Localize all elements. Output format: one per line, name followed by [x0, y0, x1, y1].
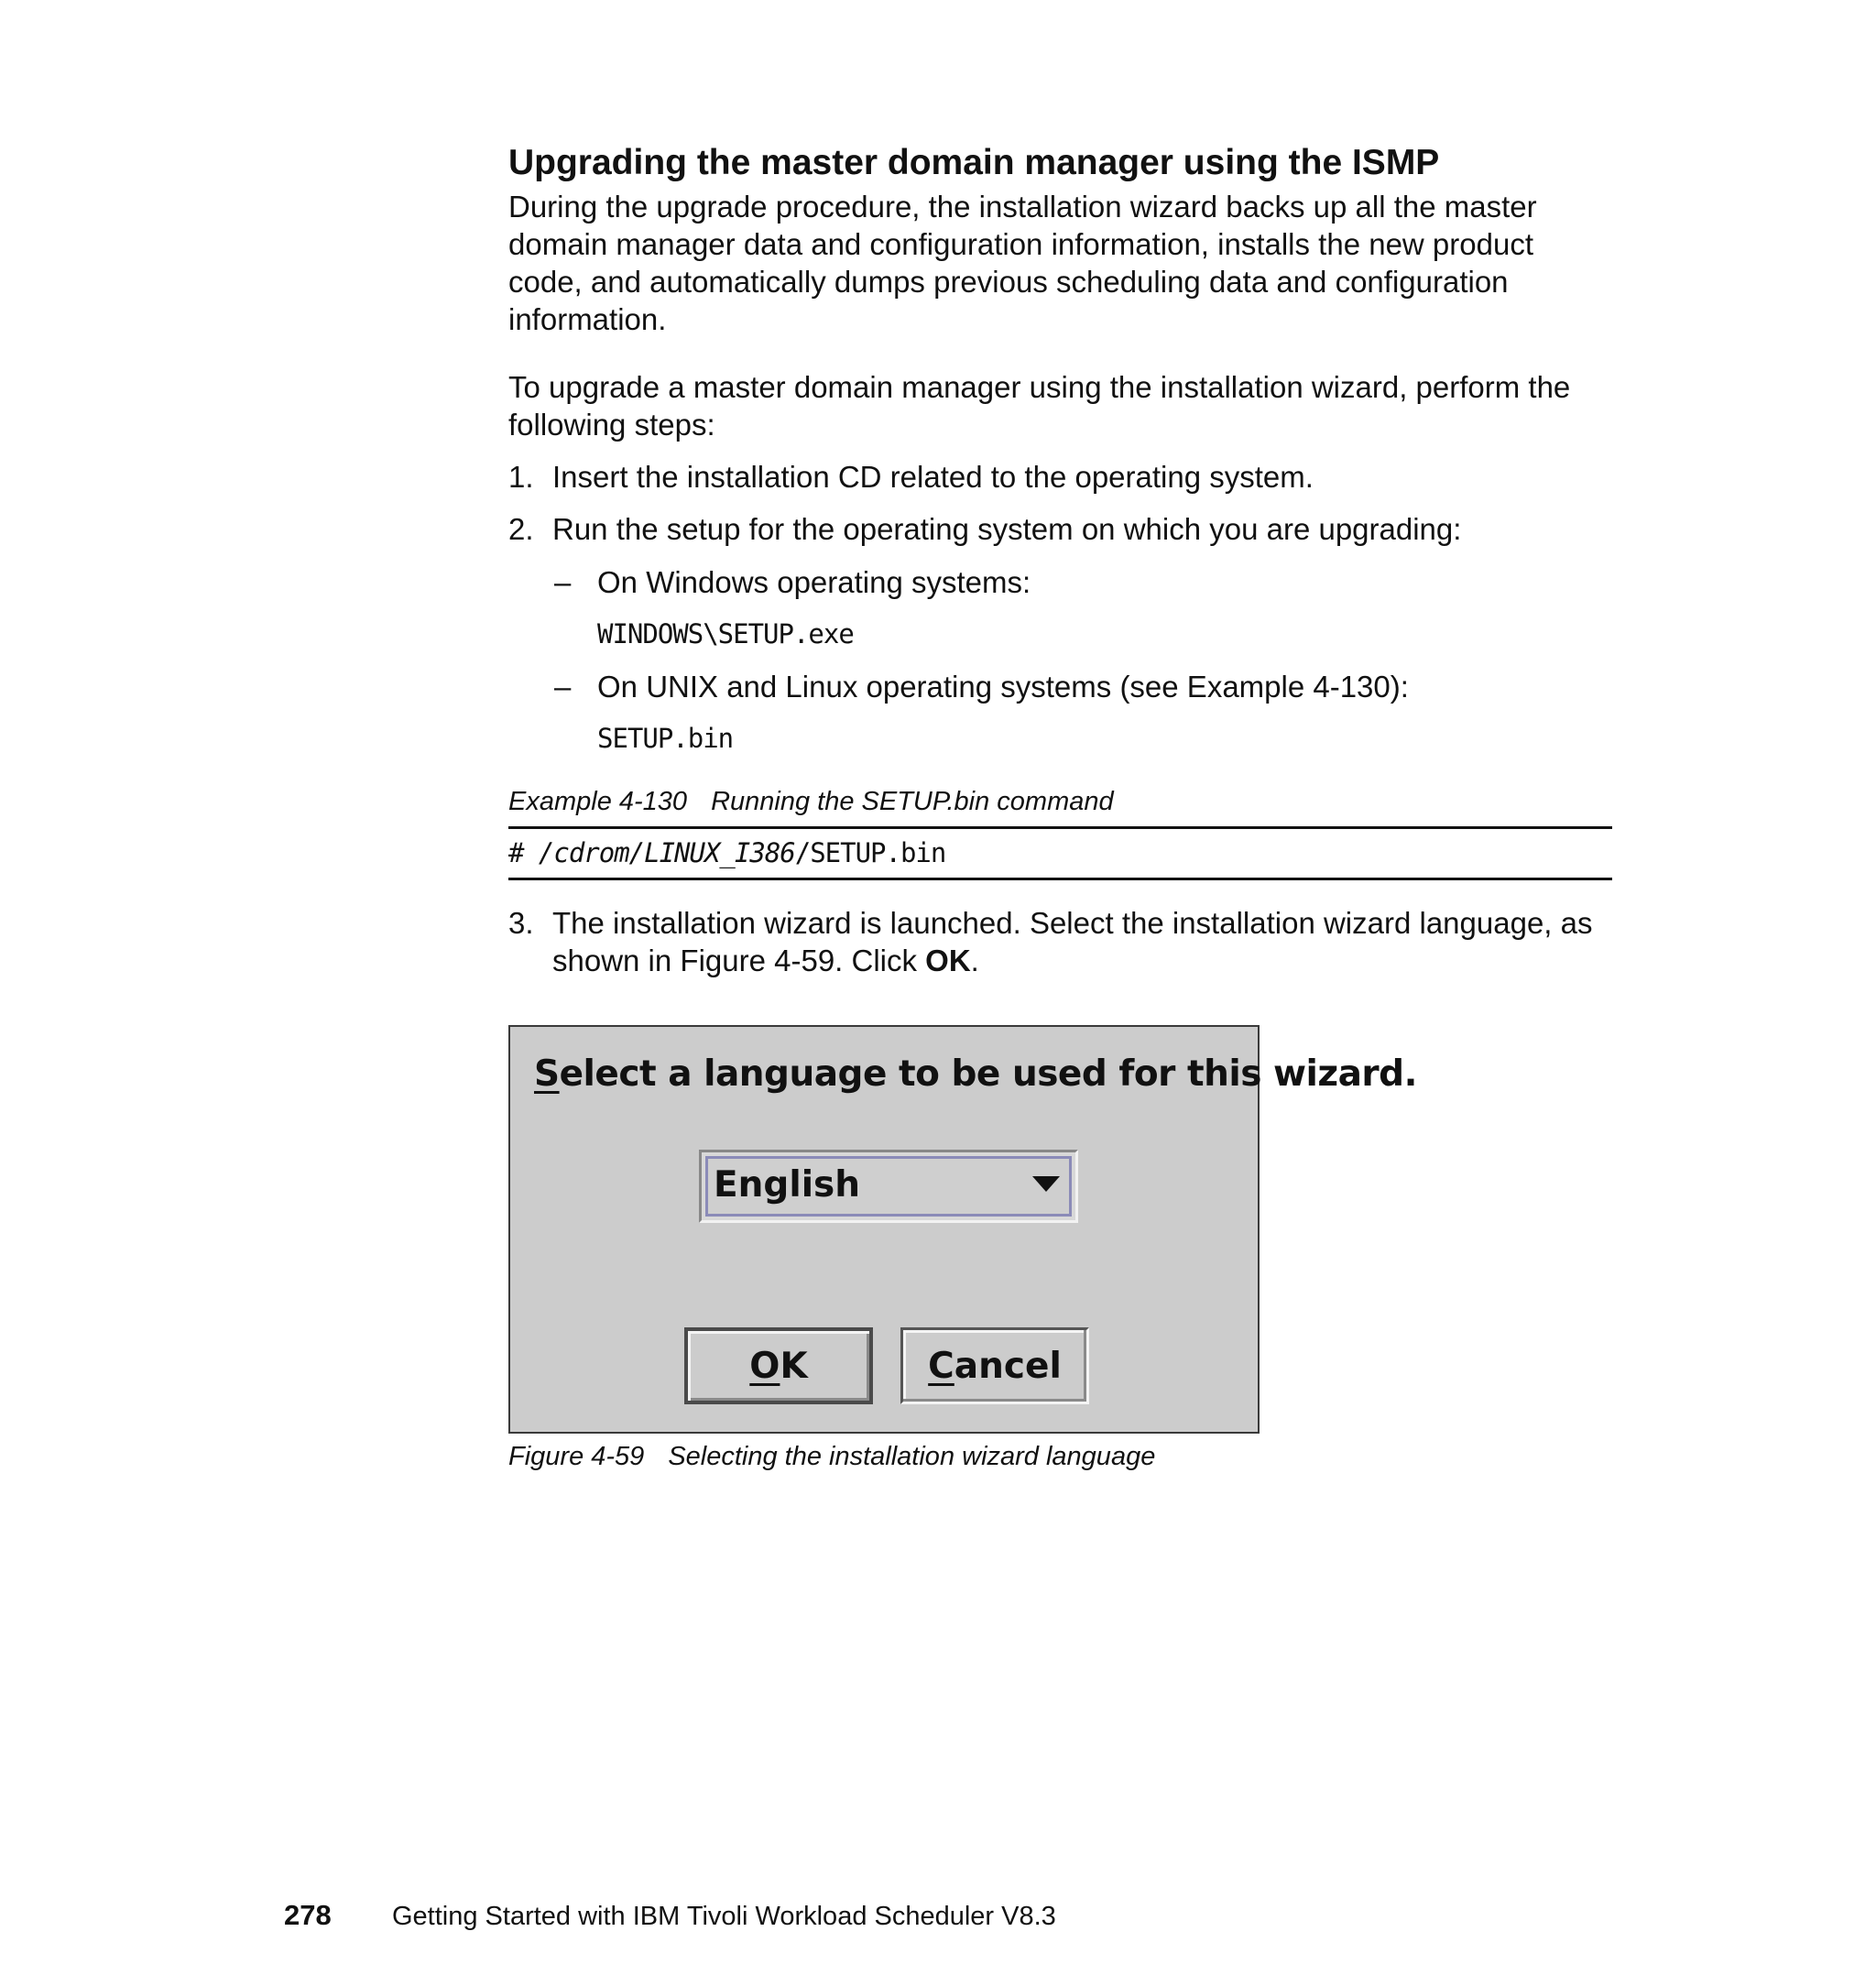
command-path-rest: /SETUP.bin	[794, 837, 946, 868]
sub-item-text: On Windows operating systems:	[597, 565, 1031, 599]
step-text: The installation wizard is launched. Select the installation wizard language, as shown in Figure 4-59. Click	[552, 906, 1593, 977]
step-text: Insert the installation CD related to the operating system.	[552, 460, 1314, 494]
intro-paragraph: During the upgrade procedure, the installation wizard backs up all the master domain manager data and configuration information, installs the new product code, and automatically dumps previous scheduling data and configuration information.	[508, 190, 1537, 336]
book-title: Getting Started with IBM Tivoli Workload Scheduler V8.3	[392, 1902, 1056, 1931]
step-3	[508, 904, 1612, 979]
ok-label: K	[780, 1345, 808, 1387]
dash-bullet: –	[554, 565, 572, 599]
cancel-mnemonic: C	[928, 1345, 954, 1387]
language-select[interactable]	[699, 1150, 1078, 1223]
language-dialog	[508, 1025, 1417, 1434]
figure-title: Selecting the installation wizard language	[668, 1442, 1156, 1471]
step-number: 1.	[508, 460, 534, 494]
example-caption	[508, 784, 1612, 819]
step-text-end: .	[970, 944, 979, 977]
step-number: 3.	[508, 906, 534, 940]
section-title: Upgrading the master domain manager using the ISMP	[508, 143, 1440, 182]
dialog-prompt	[534, 1051, 1417, 1098]
example-label: Example 4-130	[508, 787, 688, 816]
command-path-italic: /cdrom/LINUX_I386	[538, 837, 795, 868]
step-1	[508, 458, 1612, 496]
language-select-field[interactable]	[705, 1156, 1072, 1217]
step-bold-ok: OK	[925, 944, 971, 977]
prompt-text: elect a language to be used for this wizard.	[559, 1053, 1417, 1095]
cancel-button[interactable]	[900, 1327, 1089, 1404]
figure-caption	[508, 1439, 1612, 1474]
sub-item-unix	[508, 668, 1612, 705]
example-title: Running the SETUP.bin command	[711, 787, 1114, 816]
cancel-label: ancel	[954, 1345, 1062, 1387]
sub-item-text: On UNIX and Linux operating systems (see Example 4-130):	[597, 670, 1409, 704]
step-number: 2.	[508, 512, 534, 546]
prompt-mnemonic: S	[534, 1053, 560, 1095]
step-text: Run the setup for the operating system on which you are upgrading:	[552, 512, 1462, 546]
example-code-block	[508, 826, 1612, 880]
selected-language: English	[714, 1164, 861, 1206]
dropdown-arrow-icon[interactable]	[1032, 1176, 1060, 1192]
ok-button[interactable]	[684, 1327, 873, 1404]
step-2	[508, 510, 1612, 548]
page-footer	[284, 1898, 1056, 1934]
unix-command: SETUP.bin	[597, 723, 734, 754]
sub-item-windows	[508, 563, 1612, 601]
ok-mnemonic: O	[749, 1345, 780, 1387]
figure-label: Figure 4-59	[508, 1442, 645, 1471]
steps-intro-paragraph: To upgrade a master domain manager using the installation wizard, perform the following steps:	[508, 370, 1571, 442]
page-number: 278	[284, 1899, 332, 1931]
shell-prompt: #	[508, 837, 539, 868]
page-content	[508, 142, 1612, 1474]
dash-bullet: –	[554, 670, 572, 704]
windows-command: WINDOWS\SETUP.exe	[597, 618, 854, 649]
